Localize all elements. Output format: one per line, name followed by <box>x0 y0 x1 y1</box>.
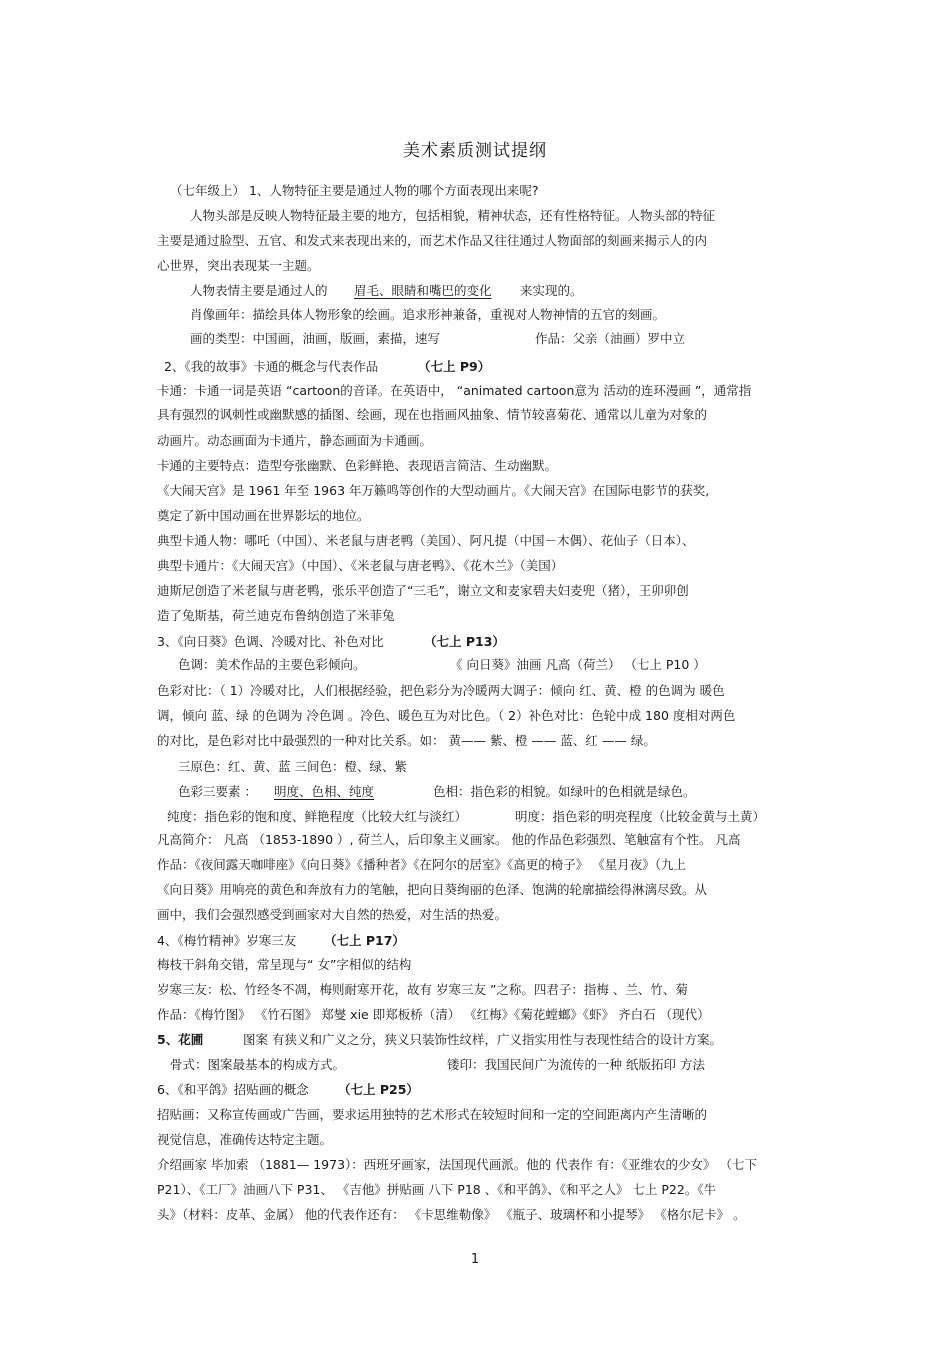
text-line: 具有强烈的讽刺性或幽默感的插图、绘画，现在也指画风抽象、情节较喜菊花、通常以儿童为对象的 <box>157 407 708 422</box>
text-line: 人物头部是反映人物特征最主要的地方，包括相貌，精神状态，还有性格特征。人物头部的特征 <box>190 208 716 223</box>
underlined-answer: 眉毛、眼睛和嘴巴的变化 <box>354 283 492 298</box>
text-line: 镂印：我国民间广为流传的一种 纸版拓印 方法 <box>447 1057 705 1072</box>
text-line: 典型卡通人物：哪吒（中国）、米老鼠与唐老鸭（美国）、阿凡提（中国－木偶）、花仙子（日本）、 <box>157 533 695 548</box>
text-line: 纯度：指色彩的饱和度、鲜艳程度（比较大红与淡红） <box>167 809 468 824</box>
section-heading: 3、《向日葵》色调、冷暖对比、补色对比 <box>157 634 384 649</box>
text-line: 凡高简介： 凡高 （1853-1890 ）, 荷兰人，后印象主义画家。 他的作品色彩强烈、笔触富有个性。 凡高 <box>157 832 741 847</box>
section-page-ref: （七上 P17） <box>324 933 405 948</box>
text-line: 色相：指色彩的相貌。如绿叶的色相就是绿色。 <box>433 784 696 799</box>
text-line: 岁寒三友：松、竹经冬不凋，梅则耐寒开花，故有 岁寒三友 ”之称。四君子：指梅 、兰、竹、菊 <box>157 982 688 997</box>
text-line: 心世界，突出表现某一主题。 <box>157 258 320 273</box>
text-line: 作品：父亲（油画）罗中立 <box>535 331 686 346</box>
text-line: 来实现的。 <box>520 283 583 298</box>
section-heading: 5、花圃 <box>157 1032 204 1047</box>
text-line: 色彩三要素 ： <box>178 784 257 799</box>
text-line: 画的类型：中国画，油画，版画，素描，速写 <box>190 331 441 346</box>
text-line: 《向日葵》用响亮的黄色和奔放有力的笔触，把向日葵绚丽的色泽、饱满的轮廓描绘得淋漓尽致。从 <box>157 882 708 897</box>
text-line: 的对比，是色彩对比中最强烈的一种对比关系。如： 黄—— 紫、橙 —— 蓝、红 —— 绿。 <box>157 733 656 748</box>
text-line: 典型卡通片：《大闹天宫》（中国）、《米老鼠与唐老鸭》、《花木兰》（美国） <box>157 558 564 573</box>
document-title: 美术素质测试提纲 <box>403 141 547 161</box>
underlined-answer: 明度、色相、纯度 <box>274 784 375 799</box>
text-line: 色调：美术作品的主要色彩倾向。 <box>178 657 366 672</box>
text-line: 人物表情主要是通过人的 <box>190 283 328 298</box>
text-line: 色彩对比：（ 1）冷暖对比，人们根据经验，把色彩分为冷暖两大调子：倾向 红、黄、橙 的色调为 暖色 <box>157 683 725 698</box>
text-line: 骨式：图案最基本的构成方式。 <box>170 1057 346 1072</box>
text-line: 头》（材料：皮革、金属） 他的代表作还有： 《卡思维勒像》 《瓶子、玻璃杯和小提琴》 《格尔尼卡》 。 <box>157 1207 746 1222</box>
section-heading: 6、《和平鸽》招贴画的概念 <box>157 1082 309 1097</box>
text-line: 视觉信息，准确传达特定主题。 <box>157 1132 333 1147</box>
text-line: 画中，我们会强烈感受到画家对大自然的热爱，对生活的热爱。 <box>157 907 508 922</box>
text-line: （七年级上） 1、人物特征主要是通过人物的哪个方面表现出来呢? <box>170 183 539 198</box>
text-line: P21）、《工厂》油画八下 P31、 《吉他》拼贴画 八下 P18 、《和平鸽》、《和平之人》 七上 P22。《牛 <box>157 1182 717 1197</box>
text-line: 作品：《梅竹图》 《竹石图》 郑燮 xie 即郑板桥（清） 《红梅》《菊花螳螂》《虾》 齐白石 （现代） <box>157 1007 710 1022</box>
text-line: 《大闹天宫》是 1961 年至 1963 年万籁鸣等创作的大型动画片。《大闹天宫》在国际电影节的获奖, <box>157 483 710 498</box>
section-heading: 2、《我的故事》卡通的概念与代表作品 <box>164 359 379 374</box>
text-line: 梅枝干斜角交错，常呈现与“ 女”字相似的结构 <box>157 957 412 972</box>
text-line: 卡通的主要特点：造型夸张幽默、色彩鲜艳、表现语言简洁、生动幽默。 <box>157 458 558 473</box>
text-line: 造了兔斯基，荷兰迪克布鲁纳创造了米菲兔 <box>157 608 395 623</box>
text-line: 三原色：红、黄、蓝 三间色：橙、绿、紫 <box>178 759 407 774</box>
text-line: 肖像画年：描绘具体人物形象的绘画。追求形神兼备，重视对人物神情的五官的刻画。 <box>190 307 666 322</box>
section-page-ref: （七上 P9） <box>418 359 491 374</box>
text-line: 动画片。动态画面为卡通片，静态画面为卡通画。 <box>157 433 433 448</box>
text-line: 作品：《夜间露天咖啡座》《向日葵》《播种者》《在阿尔的居室》《高更的椅子》 《星月夜》（九上 <box>157 857 686 872</box>
section-page-ref: （七上 P25） <box>338 1082 419 1097</box>
section-heading: 4、《梅竹精神》岁寒三友 <box>157 933 297 948</box>
section-page-ref: （七上 P13） <box>424 634 505 649</box>
text-line: 图案 有狭义和广义之分，狭义只装饰性纹样，广义指实用性与表现性结合的设计方案。 <box>243 1032 722 1047</box>
text-line: 招贴画：又称宣传画或广告画，要求运用独特的艺术形式在较短时间和一定的空间距离内产生清晰的 <box>157 1107 708 1122</box>
text-line: 明度：指色彩的明亮程度（比较金黄与土黄） <box>515 809 766 824</box>
text-line: 主要是通过脸型、五官、和发式来表现出来的，而艺术作品又往往通过人物面部的刻画来揭示人的内 <box>157 233 708 248</box>
text-line: 《 向日葵》油画 凡高（荷兰） （七上 P10 ） <box>450 657 706 672</box>
text-line: 卡通：卡通一词是英语 “cartoon的音译。在英语中， “animated cartoon意为 活动的连环漫画 ”，通常指 <box>157 383 752 398</box>
page-number: 1 <box>470 1252 480 1267</box>
text-line: 迪斯尼创造了米老鼠与唐老鸭，张乐平创造了“三毛”，谢立文和麦家碧夫妇麦兜（猪），王卯卯创 <box>157 583 689 598</box>
text-line: 调，倾向 蓝、绿 的色调为 冷色调 。冷色、暖色互为对比色。（ 2）补色对比：色轮中成 180 度相对两色 <box>157 708 736 723</box>
text-line: 介绍画家 毕加索 （1881— 1973）：西班牙画家，法国现代画派。他的 代表作 有：《亚维农的少女》 （七下 <box>157 1157 757 1172</box>
text-line: 奠定了新中国动画在世界影坛的地位。 <box>157 508 370 523</box>
